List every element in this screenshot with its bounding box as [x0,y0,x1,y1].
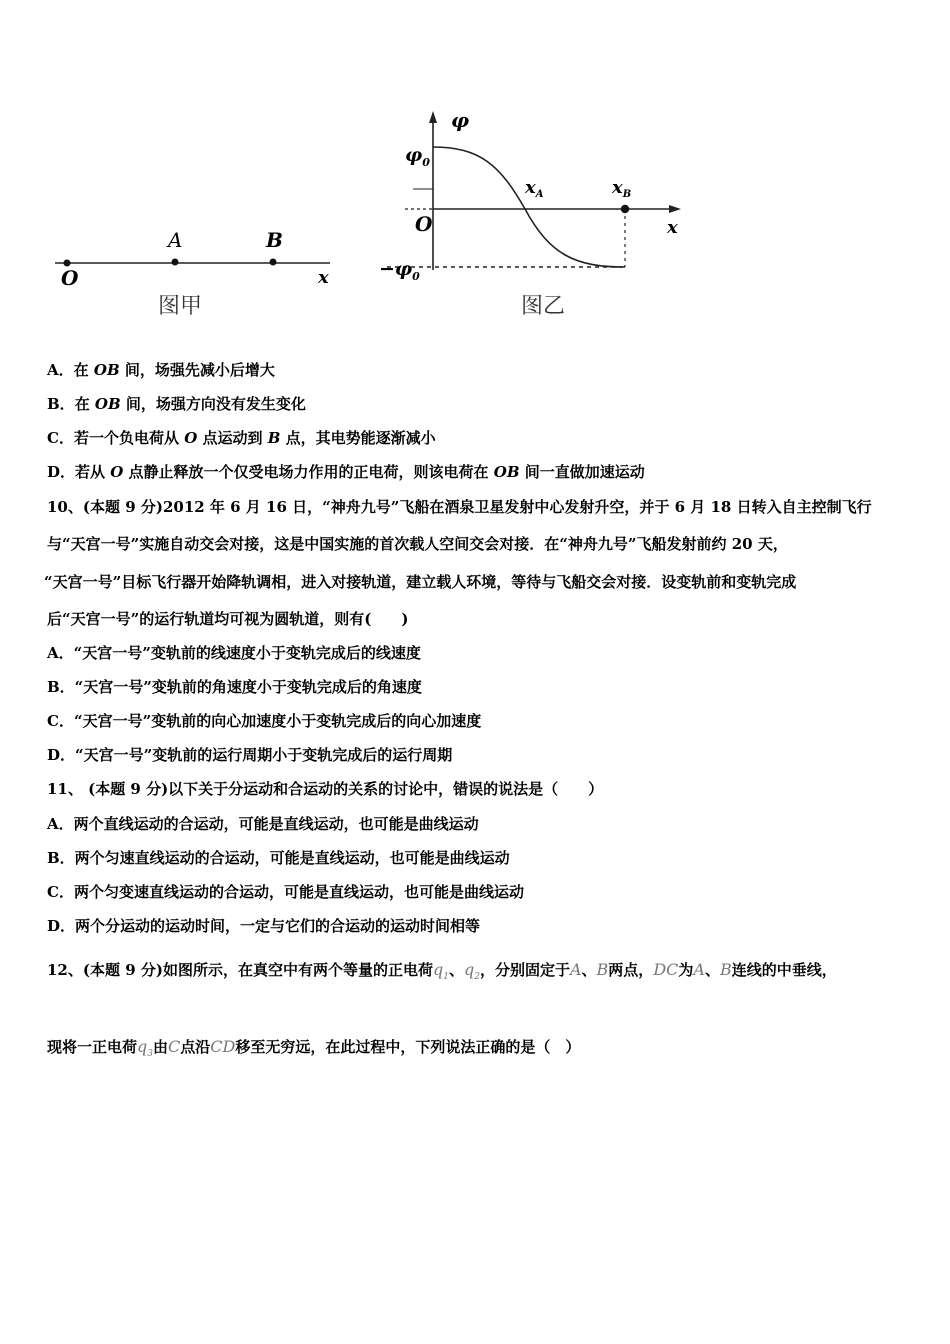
neg-phi0-sub: 0 [412,270,420,283]
q9-d-pre: 若从 [75,463,111,481]
q12-b2: B [719,960,732,979]
label-xb [611,177,631,200]
point-a [172,259,179,266]
q12-q2-sub: 2 [474,972,480,983]
q12-q3 [137,1037,153,1060]
figure-yi [375,105,695,330]
q12-q3-main: q [137,1037,148,1056]
q12-q1-main: q [432,960,444,979]
q9-a-letter: A． [47,361,74,379]
q12-q2 [463,960,480,983]
q11-option-a: A．两个直线运动的合运动，可能是直线运动，也可能是曲线运动 [47,815,479,833]
q12-t7: 、 [704,961,720,979]
q9-b-it: OB [94,395,121,413]
q9-option-b [47,394,306,414]
point-xb [621,205,629,213]
label-origin: O [415,212,433,236]
label-x-axis: x [667,217,678,238]
label-b: B [266,228,283,252]
caption-jia: 图甲 [158,294,203,319]
label-a: A [168,228,183,252]
q11-stem: 11、 (本题 9 分)以下关于分运动和合运动的关系的讨论中，错误的说法是（ ） [47,780,604,798]
q12-l2-t4: 移至无穷远，在此过程中，下列说法正确的是（ ） [235,1038,581,1056]
q9-a-pre: 在 [73,361,94,379]
q12-t6: 为 [678,961,694,979]
q9-c-it: O [184,429,198,447]
q9-c-letter: C． [47,429,74,447]
q12-t2: 、 [448,961,464,979]
label-neg-phi0 [379,258,420,283]
q9-a-post: 间，场强先减小后增大 [119,361,275,379]
q12-c: C [168,1037,181,1056]
label-x: x [318,267,329,288]
q12-a2: A [693,960,705,979]
xb-sub: B [622,189,632,200]
q12-stem-line-1 [47,960,837,987]
caption-yi: 图乙 [521,294,566,319]
potential-curve [433,147,625,267]
q9-b-post: 间，场强方向没有发生变化 [120,395,306,413]
q11-option-b: B．两个匀速直线运动的合运动，可能是直线运动，也可能是曲线运动 [47,849,510,867]
q9-d-letter: D． [47,463,76,481]
q10-option-a: A．“天宫一号”变轨前的线速度小于变轨完成后的线速度 [47,644,421,662]
label-o: O [61,266,79,290]
q12-l2-t1: 现将一正电荷 [47,1038,138,1056]
q12-l2-t3: 点沿 [180,1038,211,1056]
q9-d-post: 间一直做加速运动 [519,463,645,481]
q10-option-c: C．“天宫一号”变轨前的向心加速度小于变轨完成后的向心加速度 [47,712,482,730]
phi0-sub: 0 [422,156,430,169]
q11-option-c: C．两个匀变速直线运动的合运动，可能是直线运动，也可能是曲线运动 [47,883,524,901]
xa-main: x [525,177,536,198]
q9-c-post: 点，其电势能逐渐减小 [280,429,436,447]
q12-a: A [569,960,582,979]
q10-stem-line-3: “天宫一号”目标飞行器开始降轨调相，进入对接轨道，建立载人环境，等待与飞船交会对接．设变轨前和变轨完成 [44,573,797,591]
q10-stem-line-2: 与“天宫一号”实施自动交会对接，这是中国实施的首次载人空间交会对接．在“神舟九号”飞船发射前约 20 天， [47,535,788,553]
q12-t8: 连线的中垂线， [731,961,837,979]
phi0-main: φ [405,144,423,166]
q9-option-d [47,462,645,482]
q12-q1 [432,960,449,983]
xa-sub: A [535,189,544,200]
q9-option-c [47,428,436,448]
q12-b: B [596,960,609,979]
q10-stem-line-1: 10、(本题 9 分)2012 年 6 月 16 日，“神舟九号”飞船在酒泉卫星发射中心发射升空，并于 6 月 18 日转入自主控制飞行 [47,498,872,516]
q12-t1: 12、(本题 9 分)如图所示，在真空中有两个等量的正电荷 [47,961,433,979]
q10-stem-line-4: 后“天宫一号”的运行轨道均可视为圆轨道，则有( ) [47,610,409,628]
q10-option-b: B．“天宫一号”变轨前的角速度小于变轨完成后的角速度 [47,678,422,696]
label-phi: φ [451,108,470,132]
q9-a-it: OB [93,361,120,379]
point-b [270,259,277,266]
q12-q1-sub: 1 [443,972,449,983]
q9-c-pre: 若一个负电荷从 [73,429,185,447]
q9-c-mid: 点运动到 [197,429,268,447]
q12-q2-main: q [463,960,475,979]
q10-option-d: D．“天宫一号”变轨前的运行周期小于变轨完成后的运行周期 [47,746,453,764]
q12-stem-line-2 [47,1037,580,1064]
q12-cd: CD [210,1037,236,1056]
neg-phi0-main: −φ [379,258,413,280]
q9-d-it: O [110,463,124,481]
q9-b-letter: B． [47,395,75,413]
xb-main: x [612,177,623,198]
label-xa [524,177,544,200]
q12-q3-sub: 3 [147,1049,153,1060]
q9-c-it2: B [267,429,281,447]
q11-option-d: D．两个分运动的运动时间，一定与它们的合运动的运动时间相等 [47,917,481,935]
q12-t3: ，分别固定于 [479,961,570,979]
q9-d-it2: OB [493,463,520,481]
label-phi0 [405,144,430,169]
q9-d-mid: 点静止释放一个仅受电场力作用的正电荷，则该电荷在 [123,463,494,481]
q12-l2-t2: 由 [153,1038,169,1056]
figure-jia [50,225,350,325]
q12-dc: DC [653,960,679,979]
q12-t4: 、 [581,961,597,979]
q9-b-pre: 在 [74,395,95,413]
q12-t5: 两点， [608,961,654,979]
q9-option-a [47,360,275,380]
y-axis-arrow [429,111,437,123]
x-axis-arrow [669,205,681,213]
